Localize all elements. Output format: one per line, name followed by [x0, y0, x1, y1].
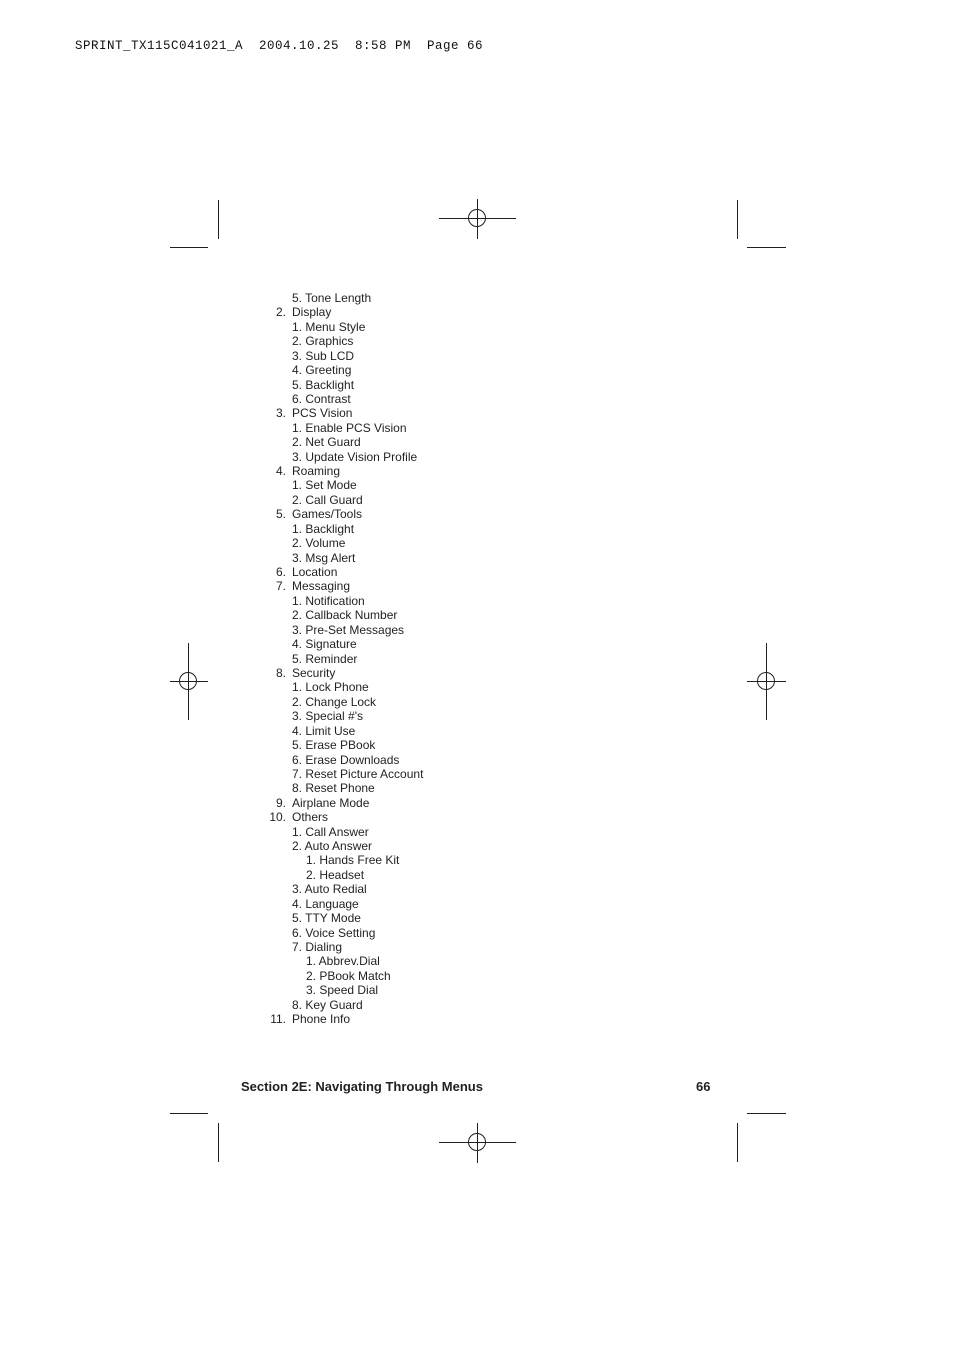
menu-item-label: 3. Msg Alert	[292, 550, 356, 565]
menu-item-number: 10.	[269, 810, 286, 825]
menu-item-level-2	[0, 652, 954, 666]
menu-item-level-1	[0, 464, 954, 478]
menu-item-label: 4. Signature	[292, 637, 357, 652]
menu-item-number: 2.	[275, 305, 286, 320]
crop-mark-bottom-left-v	[218, 1123, 219, 1162]
menu-item-label: 2. Callback Number	[292, 608, 398, 623]
menu-item-label: 8. Key Guard	[292, 997, 363, 1012]
menu-item-number: 7.	[275, 579, 286, 594]
menu-item-label: 2. Call Guard	[292, 492, 363, 507]
menu-item-level-2	[0, 637, 954, 651]
menu-item-level-2	[0, 839, 954, 853]
menu-item-level-2	[0, 608, 954, 622]
menu-item-number: 11.	[270, 1012, 286, 1027]
menu-item-label: 2. PBook Match	[306, 968, 391, 983]
menu-item-level-2	[0, 594, 954, 608]
menu-item-level-1	[0, 507, 954, 521]
menu-item-level-2	[0, 897, 954, 911]
menu-item-label: PCS Vision	[292, 406, 353, 421]
menu-item-level-2	[0, 522, 954, 536]
menu-item-label: 2. Graphics	[292, 334, 354, 349]
menu-item-label: Security	[292, 665, 336, 680]
menu-item-level-2	[0, 334, 954, 348]
menu-item-level-2	[0, 940, 954, 954]
menu-item-number: 9.	[275, 795, 286, 810]
menu-item-level-2	[0, 781, 954, 795]
menu-item-level-1	[0, 565, 954, 579]
menu-item-level-2	[0, 478, 954, 492]
menu-item-label: 8. Reset Phone	[292, 781, 375, 796]
menu-item-label: Airplane Mode	[292, 795, 370, 810]
menu-item-label: Games/Tools	[292, 507, 363, 522]
menu-item-level-2	[0, 753, 954, 767]
menu-item-level-2	[0, 493, 954, 507]
menu-item-label: 3. Special #'s	[292, 709, 363, 724]
menu-item-level-2	[0, 825, 954, 839]
menu-item-level-2	[0, 680, 954, 694]
menu-item-level-3	[0, 983, 954, 997]
menu-item-label: 6. Erase Downloads	[292, 752, 400, 767]
menu-item-level-1	[0, 810, 954, 824]
menu-item-label: Messaging	[292, 579, 351, 594]
menu-item-level-2	[0, 320, 954, 334]
menu-item-level-2	[0, 435, 954, 449]
menu-item-label: 5. Backlight	[292, 377, 355, 392]
menu-item-label: 3. Sub LCD	[292, 348, 355, 363]
menu-item-label: Others	[292, 810, 329, 825]
menu-item-level-2	[0, 998, 954, 1012]
menu-item-level-2	[0, 695, 954, 709]
menu-item-level-3	[0, 954, 954, 968]
menu-item-level-2	[0, 349, 954, 363]
crop-mark-top-right-h	[747, 247, 786, 248]
menu-item-level-1	[0, 1012, 954, 1026]
menu-item-level-2	[0, 536, 954, 550]
menu-item-level-2	[0, 623, 954, 637]
menu-item-label: Phone Info	[292, 1012, 351, 1027]
print-slug: SPRINT_TX115C041021_A 2004.10.25 8:58 PM Page 66	[75, 39, 484, 53]
menu-item-level-1	[0, 579, 954, 593]
menu-item-label: 7. Dialing	[292, 939, 343, 954]
menu-item-label: 1. Abbrev.Dial	[306, 954, 380, 969]
menu-item-label: 5. Erase PBook	[292, 738, 376, 753]
crop-mark-top-left-h	[170, 247, 208, 248]
menu-item-level-2	[0, 767, 954, 781]
menu-item-number: 4.	[275, 464, 286, 479]
menu-item-label: 6. Voice Setting	[292, 925, 376, 940]
menu-item-level-2	[0, 291, 954, 305]
menu-item-label: 6. Contrast	[292, 391, 351, 406]
menu-item-label: 3. Auto Redial	[292, 882, 367, 897]
menu-item-label: Roaming	[292, 464, 341, 479]
menu-item-label: 1. Backlight	[292, 521, 355, 536]
menu-item-level-2	[0, 709, 954, 723]
menu-item-level-3	[0, 969, 954, 983]
menu-item-label: 2. Headset	[306, 867, 365, 882]
menu-item-label: 2. Net Guard	[292, 435, 361, 450]
menu-item-level-2	[0, 392, 954, 406]
menu-item-label: Location	[292, 565, 338, 580]
menu-item-label: 5. TTY Mode	[292, 911, 361, 926]
menu-item-level-2	[0, 926, 954, 940]
menu-item-label: 1. Hands Free Kit	[306, 853, 400, 868]
menu-outline	[0, 291, 954, 1027]
menu-item-label: 4. Limit Use	[292, 723, 356, 738]
menu-item-level-2	[0, 551, 954, 565]
menu-item-label: 1. Set Mode	[292, 478, 357, 493]
crop-mark-top-right-v	[737, 200, 738, 239]
menu-item-label: 3. Update Vision Profile	[292, 449, 418, 464]
menu-item-label: 4. Greeting	[292, 363, 352, 378]
menu-item-label: 1. Call Answer	[292, 824, 369, 839]
menu-item-label: 1. Enable PCS Vision	[292, 420, 407, 435]
menu-item-level-2	[0, 724, 954, 738]
crop-mark-bottom-left-h	[170, 1113, 208, 1114]
menu-item-level-2	[0, 450, 954, 464]
menu-item-label: 2. Change Lock	[292, 694, 377, 709]
menu-item-level-2	[0, 738, 954, 752]
menu-item-label: 1. Lock Phone	[292, 680, 369, 695]
footer-page-number: 66	[696, 1079, 711, 1094]
menu-item-number: 3.	[275, 406, 286, 421]
menu-item-level-1	[0, 305, 954, 319]
menu-item-level-2	[0, 911, 954, 925]
menu-item-label: 1. Notification	[292, 593, 365, 608]
menu-item-label: 7. Reset Picture Account	[292, 766, 424, 781]
menu-item-label: 2. Volume	[292, 536, 346, 551]
menu-item-label: Display	[292, 305, 332, 320]
menu-item-number: 5.	[275, 507, 286, 522]
crop-mark-top-left-v	[218, 200, 219, 239]
menu-item-label: 2. Auto Answer	[292, 839, 373, 854]
menu-item-label: 5. Reminder	[292, 651, 358, 666]
menu-item-level-3	[0, 868, 954, 882]
menu-item-level-2	[0, 363, 954, 377]
menu-item-level-2	[0, 882, 954, 896]
menu-item-level-1	[0, 796, 954, 810]
footer-section-title: Section 2E: Navigating Through Menus	[241, 1079, 483, 1094]
menu-item-label: 1. Menu Style	[292, 319, 366, 334]
menu-item-label: 5. Tone Length	[292, 291, 372, 305]
menu-item-label: 3. Pre-Set Messages	[292, 622, 405, 637]
crop-mark-bottom-right-h	[747, 1113, 786, 1114]
menu-item-label: 3. Speed Dial	[306, 983, 379, 998]
menu-item-level-2	[0, 421, 954, 435]
menu-item-level-1	[0, 406, 954, 420]
crop-mark-bottom-right-v	[737, 1123, 738, 1162]
menu-item-label: 4. Language	[292, 896, 359, 911]
menu-item-number: 6.	[275, 565, 286, 580]
menu-item-level-2	[0, 378, 954, 392]
menu-item-level-1	[0, 666, 954, 680]
menu-item-number: 8.	[275, 665, 286, 680]
menu-item-level-3	[0, 853, 954, 867]
